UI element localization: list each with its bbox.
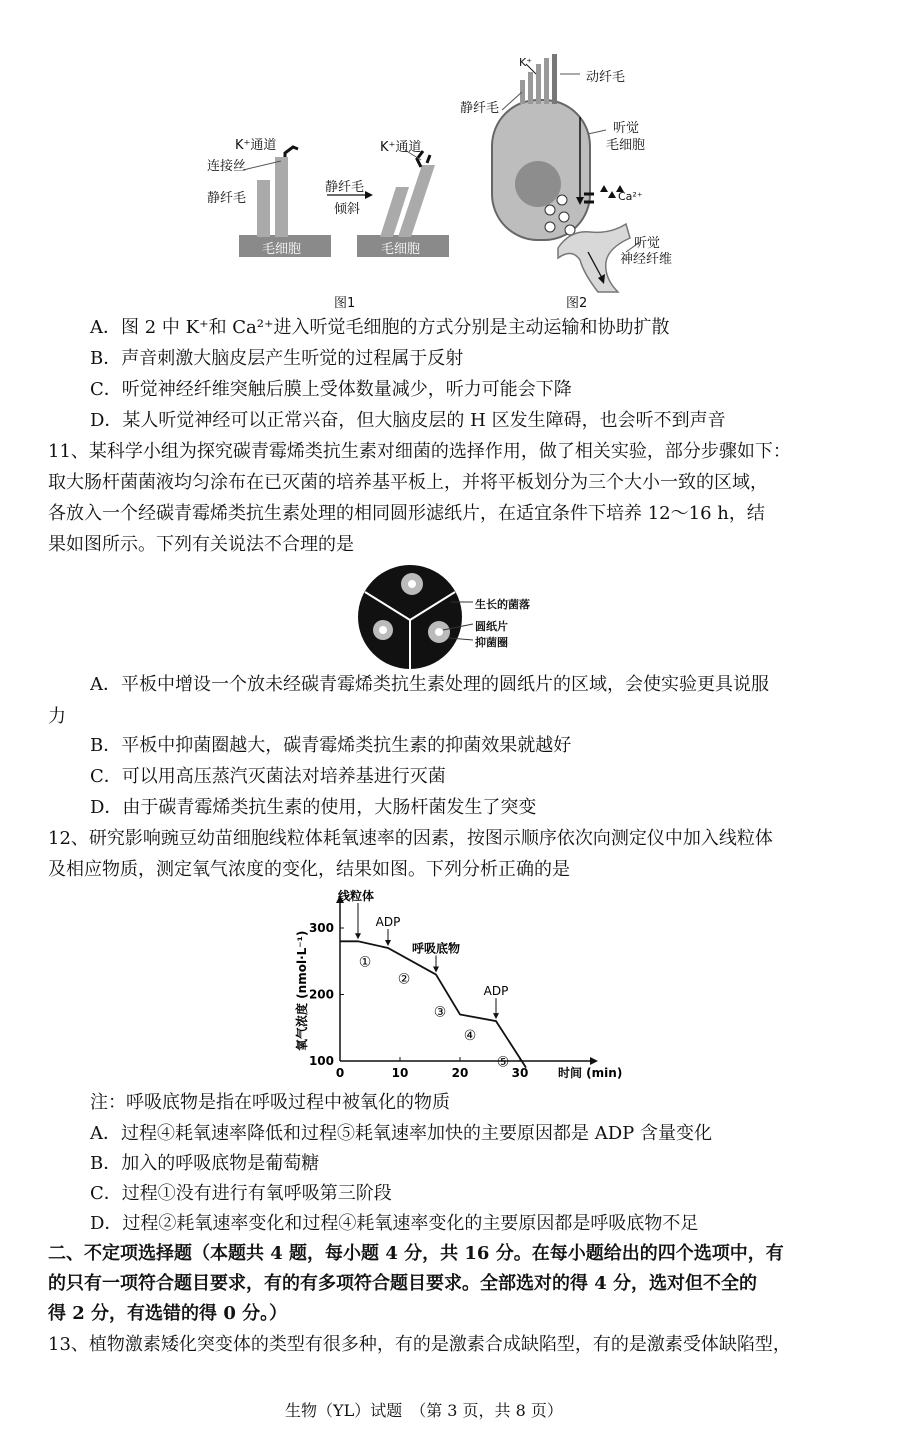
fig1-label-stereocilia: 静纤毛	[207, 191, 247, 206]
petri-plate-figure	[355, 562, 475, 672]
stereocilium-3	[536, 64, 541, 104]
fig1-arrow-text-1: 静纤毛	[325, 180, 365, 195]
q11-option-d: D．由于碳青霉烯类抗生素的使用，大肠杆菌发生了突变	[90, 797, 537, 818]
paper-disc-1	[408, 580, 416, 588]
fig2-label-nerve-2: 神经纤维	[620, 252, 673, 267]
q12-stem-2: 及相应物质，测定氧气浓度的变化，结果如图。下列分析正确的是	[48, 859, 570, 880]
q11-stem-4: 果如图所示。下列有关说法不合理的是	[48, 534, 354, 555]
section2-line-2: 的只有一项符合题目要求，有的有多项符合题目要求。全部选对的得 4 分，选对但不全的	[48, 1273, 758, 1294]
annotation-arrowhead	[493, 1013, 499, 1019]
fig1-label-k-channel-1: K⁺通道	[235, 138, 277, 153]
segment-label: ⑤	[496, 1054, 510, 1071]
stereocilia-1-short	[257, 180, 270, 237]
y-tick-label: 200	[308, 987, 334, 1002]
q12-option-a: A．过程④耗氧速率降低和过程⑤耗氧速率加快的主要原因都是 ADP 含量变化	[90, 1123, 712, 1144]
y-axis-label: 氧气浓度 (nmol·L⁻¹)	[295, 930, 309, 1051]
vesicle-2	[545, 205, 555, 215]
segment-label: ①	[358, 954, 372, 971]
ca-ion-1	[600, 185, 608, 192]
annotation-label: ADP	[483, 984, 509, 999]
x-tick-label: 0	[335, 1066, 345, 1080]
vesicle-3	[559, 212, 569, 222]
segment-label: ③	[433, 1004, 447, 1021]
q11-option-b: B．平板中抑菌圈越大，碳青霉烯类抗生素的抑菌效果就越好	[90, 735, 572, 756]
k-channel-1	[285, 147, 298, 157]
annotation-label: 呼吸底物	[411, 941, 461, 956]
x-tick-label: 30	[511, 1066, 529, 1080]
x-tick-label: 20	[451, 1066, 469, 1080]
q12-note: 注：呼吸底物是指在呼吸过程中被氧化的物质	[90, 1092, 450, 1113]
q11-option-c: C．可以用高压蒸汽灭菌法对培养基进行灭菌	[90, 766, 446, 787]
y-tick-label: 300	[308, 921, 334, 935]
annotation-arrowhead	[385, 940, 391, 946]
nucleus	[515, 161, 561, 207]
q11-option-a-cont: 力	[48, 706, 66, 727]
leader-hair-cell	[588, 130, 606, 134]
q12-stem-1: 12、研究影响豌豆幼苗细胞线粒体耗氧速率的因素，按图示顺序依次向测定仪中加入线粒体	[48, 828, 773, 849]
q11-option-a: A．平板中增设一个放未经碳青霉烯类抗生素处理的圆纸片的区域，会使实验更具说服	[90, 674, 769, 695]
q13-stem: 13、植物激素矮化突变体的类型有很多种，有的是激素合成缺陷型，有的是激素受体缺陷型，	[48, 1334, 791, 1355]
q11-stem-3: 各放入一个经碳青霉烯类抗生素处理的相同圆形滤纸片，在适宜条件下培养 12～16 h，结	[48, 503, 765, 524]
annotation-label: 线粒体	[337, 889, 375, 903]
kinocilium	[552, 54, 557, 104]
fig1-label-k-channel-2: K⁺通道	[380, 140, 422, 155]
ca-ion-2	[608, 191, 616, 198]
fig1-arrow-text-2: 倾斜	[334, 202, 361, 217]
plate-label-colony: 生长的菌落	[475, 598, 530, 611]
tilt-arrowhead	[365, 191, 373, 199]
fig2-caption: 图2	[566, 296, 588, 311]
annotation-arrowhead	[433, 967, 439, 973]
fig2-label-ca-ion: Ca²⁺	[618, 190, 643, 203]
annotation-label: ADP	[375, 914, 401, 929]
plate-label-zone: 抑菌圈	[475, 636, 508, 649]
fig2-label-stereocilia: 静纤毛	[460, 101, 500, 116]
stereocilium-1	[520, 80, 525, 104]
fig1-caption: 图1	[334, 296, 356, 311]
section2-line-1: 二、不定项选择题（本题共 4 题，每小题 4 分，共 16 分。在每小题给出的四个选项中，有	[48, 1243, 784, 1264]
segment-label: ②	[397, 971, 411, 988]
fig2-label-nerve-1: 听觉	[634, 236, 661, 251]
fig2-label-hair-cell-1: 听觉	[613, 121, 640, 136]
vesicle-4	[545, 222, 555, 232]
fig2-label-k-ion: K⁺	[519, 56, 533, 69]
vesicle-1	[557, 195, 567, 205]
section2-line-3: 得 2 分，有选错的得 0 分。）	[48, 1303, 288, 1324]
page-footer: 生物（YL）试题 （第 3 页，共 8 页）	[285, 1401, 563, 1420]
plate-label-disc: 圆纸片	[475, 620, 508, 633]
x-tick-label: 10	[391, 1066, 409, 1080]
q10-option-d: D．某人听觉神经可以正常兴奋，但大脑皮层的 H 区发生障碍，也会听不到声音	[90, 410, 726, 431]
q11-stem-2: 取大肠杆菌菌液均匀涂布在已灭菌的培养基平板上，并将平板划分为三个大小一致的区域，	[48, 472, 768, 493]
stereocilium-2	[528, 72, 533, 104]
q10-option-b: B．声音刺激大脑皮层产生听觉的过程属于反射	[90, 348, 464, 369]
fig1-label-hair-cell-1: 毛细胞	[262, 242, 302, 257]
q12-option-b: B．加入的呼吸底物是葡萄糖	[90, 1153, 320, 1174]
q10-option-a: A．图 2 中 K⁺和 Ca²⁺进入听觉毛细胞的方式分别是主动运输和协助扩散	[90, 317, 670, 338]
annotation-arrowhead	[355, 933, 361, 939]
fig1-label-hair-cell-2: 毛细胞	[381, 242, 421, 257]
y-tick-label: 100	[308, 1054, 334, 1068]
x-axis-label: 时间 (min)	[558, 1066, 623, 1080]
segment-label: ④	[463, 1027, 477, 1044]
q10-option-c: C．听觉神经纤维突触后膜上受体数量减少，听力可能会下降	[90, 379, 572, 400]
fig2-label-kinocilium: 动纤毛	[586, 70, 626, 85]
paper-disc-2	[379, 626, 387, 634]
paper-disc-3	[435, 628, 443, 636]
fig2-label-hair-cell-2: 毛细胞	[606, 138, 646, 153]
oxygen-chart	[285, 886, 623, 1081]
stereocilia-1-tall	[275, 157, 288, 237]
x-axis-arrow	[590, 1057, 598, 1065]
q12-option-d: D．过程②耗氧速率变化和过程④耗氧速率变化的主要原因都是呼吸底物不足	[90, 1213, 699, 1234]
q12-option-c: C．过程①没有进行有氧呼吸第三阶段	[90, 1183, 392, 1204]
stereocilium-4	[544, 58, 549, 104]
q11-stem-1: 11、某科学小组为探究碳青霉烯类抗生素对细菌的选择作用，做了相关实验，部分步骤如下：	[48, 441, 791, 462]
fig1-label-connecting-wire: 连接丝	[207, 159, 247, 174]
